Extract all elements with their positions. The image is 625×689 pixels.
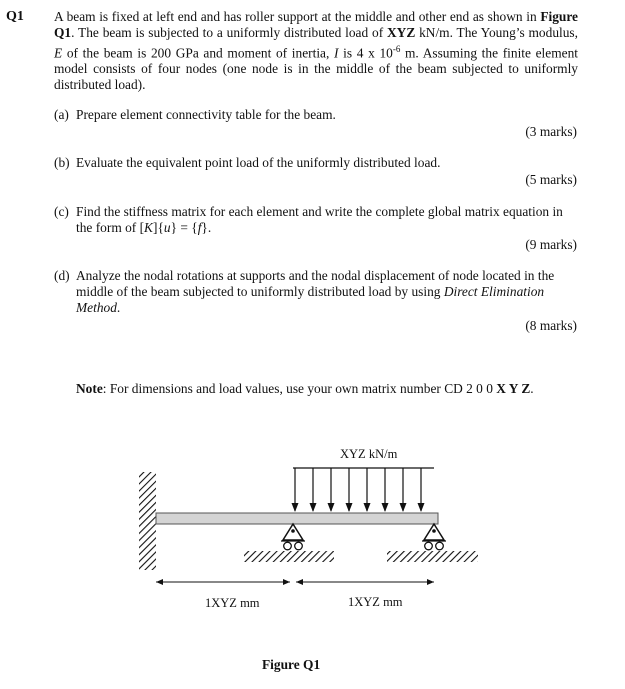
part-c-marks: (9 marks) bbox=[525, 237, 577, 252]
question-intro: A beam is fixed at left end and has roller support at the middle and other end as shown in Figure Q1. The beam is subjected to a uniformly distributed load of XYZ kN/m. The Young’s modulus, E of the beam is 200 GPa and moment of inertia, I is 4 x $10^{-6}$ m. Assuming the finite element model consists of four nodes (one node is in the middle of the beam subjected to uniformly distributed load). bbox=[54, 9, 578, 93]
udl-arrows bbox=[292, 468, 425, 512]
part-b-marks: (5 marks) bbox=[525, 172, 577, 187]
part-b-label: (b) bbox=[54, 155, 70, 170]
load-label: XYZ kN/m bbox=[340, 447, 398, 461]
question-number: Q1 bbox=[6, 9, 24, 24]
part-c-text: Find the stiffness matrix for each element and write the complete global matrix equation in the form of [K]{u} = {f}. bbox=[76, 204, 563, 235]
fixed-support-wall bbox=[139, 472, 156, 570]
udl-arrowhead bbox=[346, 503, 353, 512]
dimension-line-right bbox=[296, 579, 434, 585]
udl-arrowhead bbox=[382, 503, 389, 512]
dimension-label-right: 1XYZ mm bbox=[348, 595, 403, 609]
part-a-text: Prepare element connectivity table for the beam. bbox=[76, 107, 336, 122]
udl-arrowhead bbox=[418, 503, 425, 512]
udl-arrowhead bbox=[292, 503, 299, 512]
ground-hatch-right bbox=[387, 551, 478, 562]
roller-support-middle bbox=[244, 524, 334, 562]
figure-reference: Figure Q1 bbox=[54, 9, 578, 40]
figure-caption: Figure Q1 bbox=[262, 657, 321, 672]
part-a-label: (a) bbox=[54, 107, 69, 122]
beam bbox=[156, 513, 438, 524]
note: Note: For dimensions and load values, use your own matrix number CD 2 0 0 X Y Z. bbox=[76, 381, 534, 396]
udl-arrowhead bbox=[328, 503, 335, 512]
part-a-marks: (3 marks) bbox=[525, 124, 577, 139]
roller-support-right bbox=[387, 524, 478, 562]
dimension-label-left: 1XYZ mm bbox=[205, 596, 260, 610]
dimension-line-left bbox=[156, 579, 290, 585]
udl-arrowhead bbox=[400, 503, 407, 512]
part-d-marks: (8 marks) bbox=[525, 318, 577, 333]
udl-arrowhead bbox=[310, 503, 317, 512]
part-d-label: (d) bbox=[54, 268, 70, 283]
note-label: Note bbox=[76, 381, 103, 396]
part-d-text: Analyze the nodal rotations at supports and the nodal displacement of node located in the middle of the beam subjected to uniformly distributed load by using Direct Elimination Method. bbox=[76, 268, 555, 315]
part-b-text: Evaluate the equivalent point load of the uniformly distributed load. bbox=[76, 155, 441, 170]
udl-arrowhead bbox=[364, 503, 371, 512]
ground-hatch-middle bbox=[244, 551, 334, 562]
part-c-label: (c) bbox=[54, 204, 69, 219]
